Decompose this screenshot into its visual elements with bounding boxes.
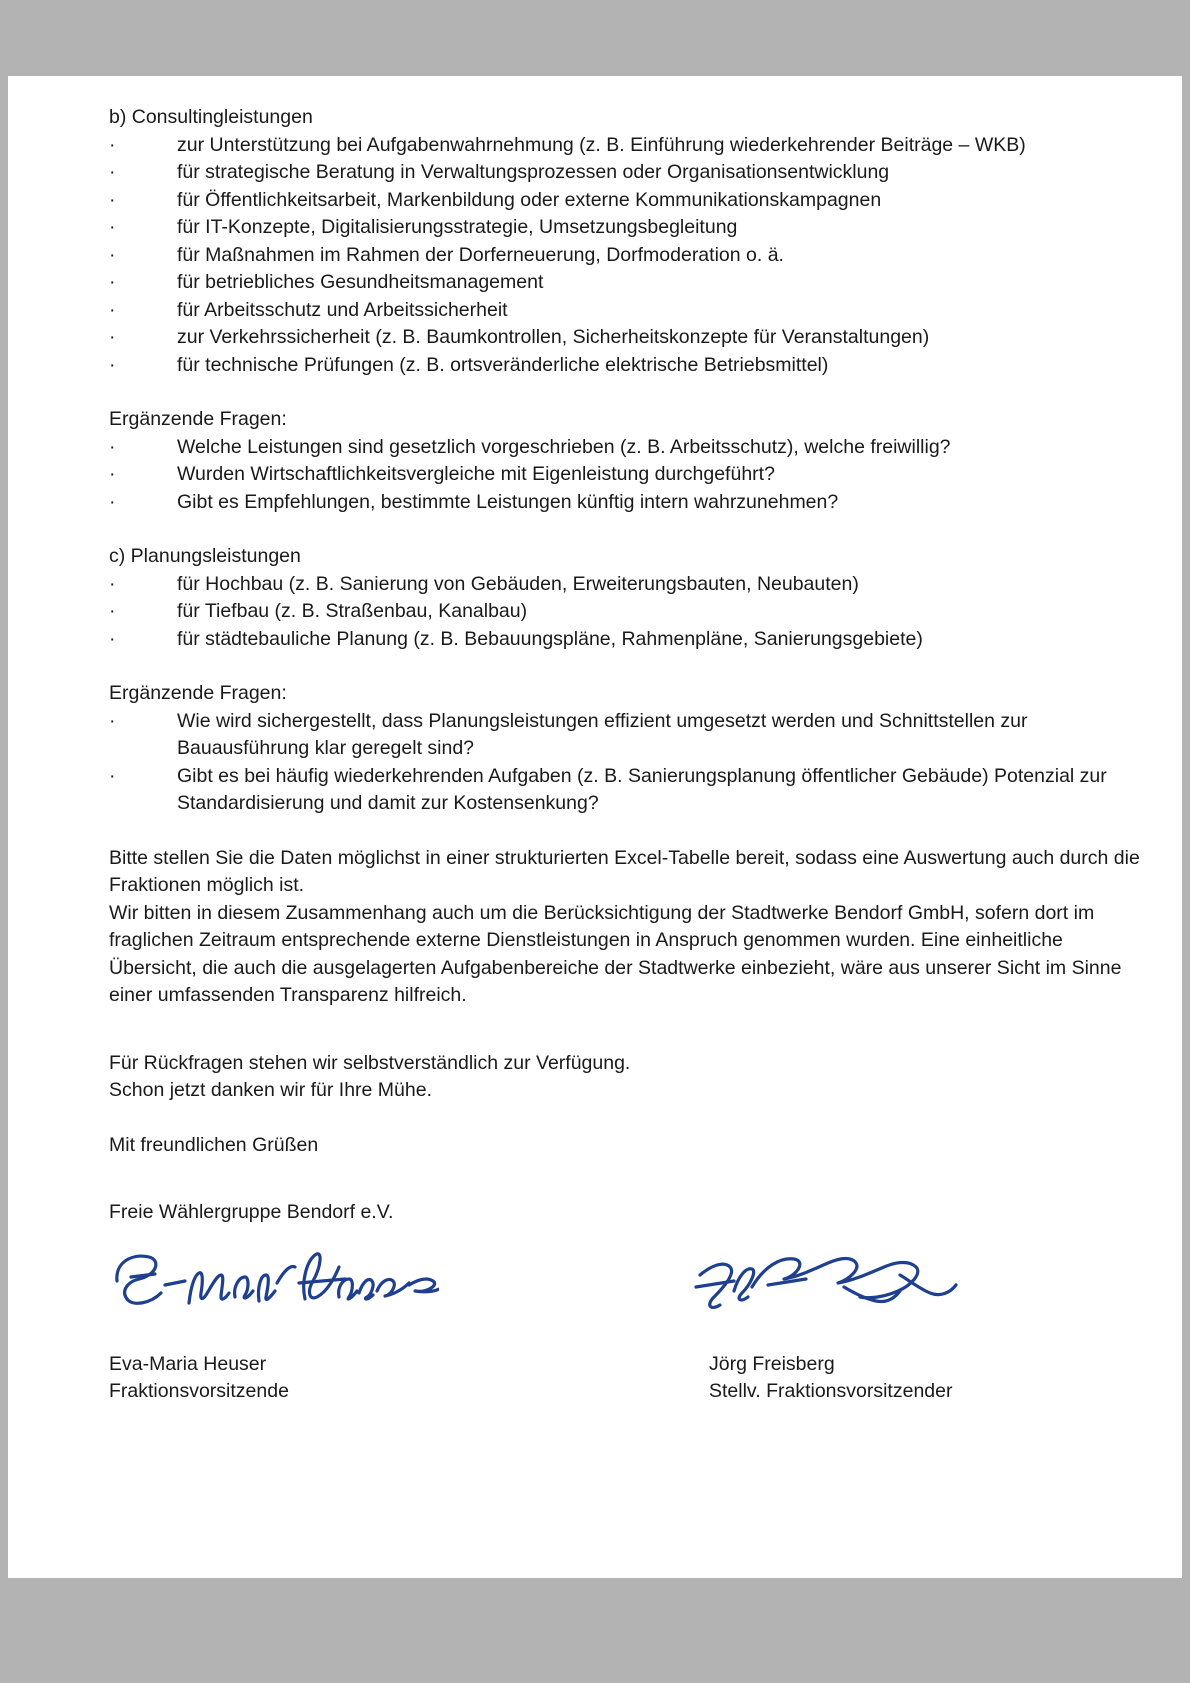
spacer [109,1159,1149,1199]
signature-row [109,1241,1149,1351]
list-item [109,461,1149,489]
spacer [109,379,1149,406]
greeting-line: Mit freundlichen Grüßen [109,1133,319,1156]
signature-names-row [109,1351,1149,1409]
bullet-icon: · [109,188,116,211]
list-item [109,214,1149,242]
list-item-text: für Öffentlichkeitsarbeit, Markenbildung oder externe Kommunikationskampagnen [177,188,882,211]
list-item [109,763,1149,818]
signatory-name: Jörg Freisberg [709,1352,835,1375]
bullet-icon: · [109,271,116,293]
signatory-role: Fraktionsvorsitzende [109,1380,289,1402]
list-item-text: Wie wird sichergestellt, dass Planungsleistungen effizient umgesetzt werden und Schnittstellen zur Bauausführung klar geregelt sind? [177,709,1028,759]
signature-image-joerg-freisberg [694,1241,964,1321]
closing-paragraph-4: Schon jetzt danken wir für Ihre Mühe. [109,1079,432,1101]
list-item-text: für Tiefbau (z. B. Straßenbau, Kanalbau) [177,600,528,622]
viewer-left-margin [0,76,8,1578]
list-item-text: Gibt es bei häufig wiederkehrenden Aufgaben (z. B. Sanierungsplanung öffentlicher Gebäude) Potenzial zur Standardisierung und damit zur Kostensenkung? [177,764,1107,814]
signature-image-eva-maria-heuser [109,1241,439,1321]
document-body [109,104,1149,1409]
spacer [109,1105,1149,1132]
list-item [109,242,1149,270]
viewer-top-margin [0,0,1190,76]
organization-name: Freie Wählergruppe Bendorf e.V. [109,1201,394,1223]
list-item-text: Wurden Wirtschaftlichkeitsvergleiche mit Eigenleistung durchgeführt? [177,463,775,485]
list-item [109,159,1149,187]
list-item [109,598,1149,626]
spacer [109,516,1149,543]
viewer-bottom-margin [0,1578,1190,1683]
bullet-icon: · [109,572,116,595]
list-item [109,324,1149,352]
list-item [109,571,1149,599]
bullet-icon: · [109,133,116,156]
spacer [109,653,1149,680]
bullet-list-planning [109,571,1149,654]
list-item [109,297,1149,325]
list-item-text: Welche Leistungen sind gesetzlich vorgeschrieben (z. B. Arbeitsschutz), welche freiwillig? [177,435,951,458]
document-page [8,76,1182,1578]
bullet-list-questions-planning [109,708,1149,818]
list-item [109,708,1149,763]
bullet-icon: · [109,161,116,183]
signatory-role: Stellv. Fraktionsvorsitzender [709,1380,953,1402]
list-item [109,489,1149,517]
closing-paragraph-2: Wir bitten in diesem Zusammenhang auch um die Berücksichtigung der Stadtwerke Bendorf GmbH, sofern dort im fraglichen Zeitraum entsprechende externe Dienstleistungen in Anspruch genommen wurden. Eine einheitliche Übersicht, die auch die ausgelagerten Aufgabenbereiche der Stadtwerke einbezieht, wäre aus unserer Sicht im Sinne einer umfassenden Transparenz hilfreich. [109,901,1122,1006]
list-item [109,434,1149,462]
list-item-text: für Hochbau (z. B. Sanierung von Gebäuden, Erweiterungsbauten, Neubauten) [177,572,859,595]
list-item-text: für Arbeitsschutz und Arbeitssicherheit [177,298,508,321]
bullet-list-consulting [109,132,1149,380]
list-item-text: für technische Prüfungen (z. B. ortsveränderliche elektrische Betriebsmittel) [177,353,829,376]
section-heading-planning: c) Planungsleistungen [109,545,301,567]
list-item [109,132,1149,160]
spacer [109,1010,1149,1050]
bullet-icon: · [109,216,116,238]
bullet-icon: · [109,764,116,787]
list-item-text: für städtebauliche Planung (z. B. Bebauungspläne, Rahmenpläne, Sanierungsgebiete) [177,627,923,650]
bullet-icon: · [109,627,116,650]
viewer-right-margin [1182,76,1190,1578]
list-item-text: zur Verkehrssicherheit (z. B. Baumkontrollen, Sicherheitskonzepte für Veranstaltungen) [177,326,930,348]
bullet-icon: · [109,463,116,485]
closing-paragraph-3: Für Rückfragen stehen wir selbstverständlich zur Verfügung. [109,1051,631,1074]
bullet-icon: · [109,326,116,348]
bullet-list-questions-consulting [109,434,1149,517]
spacer [109,818,1149,845]
list-item [109,626,1149,654]
list-item [109,352,1149,380]
section-heading-questions-consulting: Ergänzende Fragen: [109,408,287,430]
list-item-text: zur Unterstützung bei Aufgabenwahrnehmung (z. B. Einführung wiederkehrender Beiträge – WKB) [177,133,1026,156]
closing-paragraph-1: Bitte stellen Sie die Daten möglichst in einer strukturierten Excel-Tabelle bereit, sodass eine Auswertung auch durch die Fraktionen möglich ist. [109,846,1140,896]
list-item [109,187,1149,215]
signatory-block-left [109,1351,289,1406]
bullet-icon: · [109,298,116,321]
bullet-icon: · [109,490,116,513]
list-item [109,269,1149,297]
section-heading-consulting: b) Consultingleistungen [109,106,313,128]
signatory-block-right [709,1351,952,1406]
bullet-icon: · [109,243,116,266]
list-item-text: für strategische Beratung in Verwaltungsprozessen oder Organisationsentwicklung [177,161,890,183]
list-item-text: Gibt es Empfehlungen, bestimmte Leistungen künftig intern wahrzunehmen? [177,490,839,513]
bullet-icon: · [109,353,116,376]
section-heading-questions-planning: Ergänzende Fragen: [109,682,287,704]
bullet-icon: · [109,709,116,732]
list-item-text: für betriebliches Gesundheitsmanagement [177,271,544,293]
list-item-text: für Maßnahmen im Rahmen der Dorferneuerung, Dorfmoderation o. ä. [177,243,784,266]
bullet-icon: · [109,600,116,622]
list-item-text: für IT-Konzepte, Digitalisierungsstrategie, Umsetzungsbegleitung [177,216,738,238]
signatory-name: Eva-Maria Heuser [109,1352,267,1375]
bullet-icon: · [109,435,116,458]
